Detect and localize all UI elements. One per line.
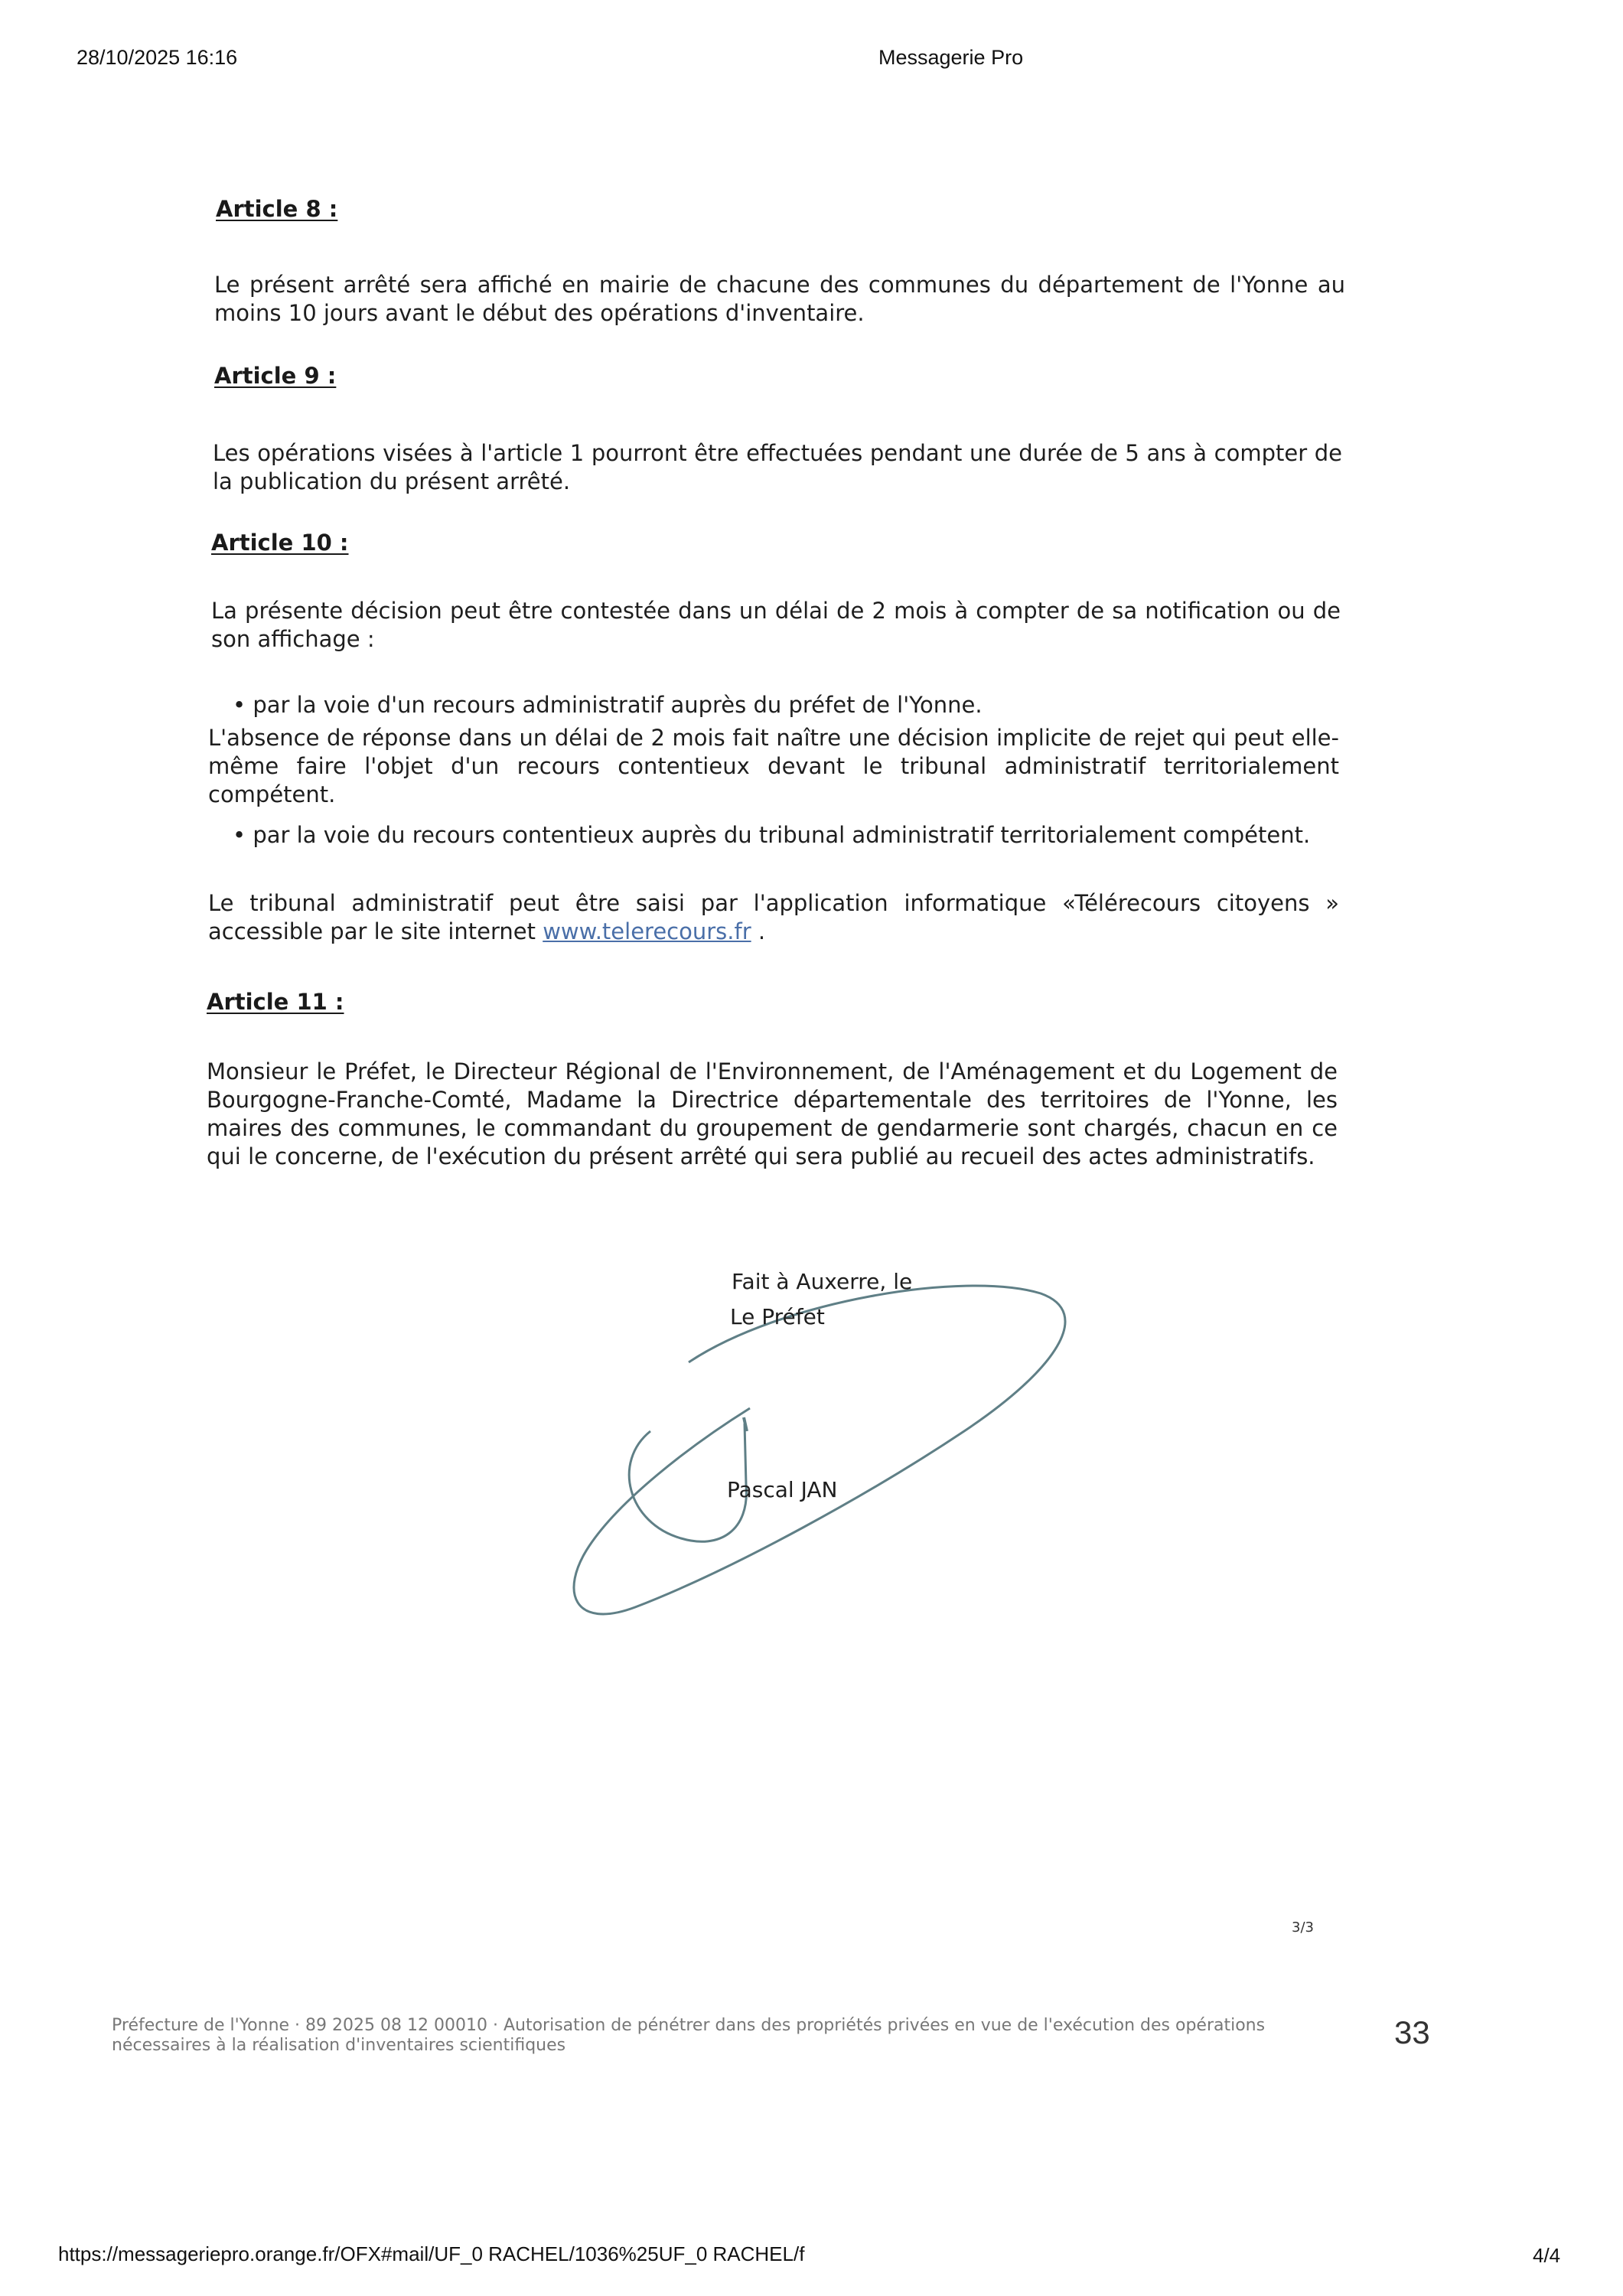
telerecours-link[interactable]: www.telerecours.fr bbox=[543, 918, 751, 944]
article-10-telerecours bbox=[208, 889, 1339, 946]
article-11-heading: Article 11 : bbox=[207, 989, 344, 1015]
signature-place: Fait à Auxerre, le bbox=[732, 1269, 913, 1294]
telerecours-period: . bbox=[751, 918, 766, 944]
print-page-title: Messagerie Pro bbox=[878, 46, 1024, 69]
article-9-text: Les opérations visées à l'article 1 pourront être effectuées pendant une durée de 5 ans à compter de la publication du présent arrêté. bbox=[213, 440, 1342, 494]
article-10-bullet-contentious: • par la voie du recours contentieux auprès du tribunal administratif territorialement compétent. bbox=[233, 822, 1311, 848]
article-8-heading: Article 8 : bbox=[216, 196, 338, 222]
article-9-heading: Article 9 : bbox=[214, 363, 337, 389]
article-8-text: Le présent arrêté sera affiché en mairie de chacune des communes du département de l'Yonne au moins 10 jours avant le début des opérations d'inventaire. bbox=[214, 272, 1345, 326]
article-10-bullet-administrative: • par la voie d'un recours administratif auprès du préfet de l'Yonne. bbox=[233, 692, 983, 718]
article-10-intro: La présente décision peut être contestée dans un délai de 2 mois à compter de sa notification ou de son affichage : bbox=[211, 598, 1341, 652]
print-url: https://messageriepro.orange.fr/OFX#mail/UF_0 RACHEL/1036%25UF_0 RACHEL/f bbox=[58, 2242, 805, 2265]
article-10-heading: Article 10 : bbox=[211, 530, 349, 556]
telerecours-text: Le tribunal administratif peut être saisi par l'application informatique «Télérecours citoyens » accessible par le site internet bbox=[208, 890, 1339, 944]
footer-reference: Préfecture de l'Yonne · 89 2025 08 12 00010 · Autorisation de pénétrer dans des propriétés privées en vue de l'exécution des opérations nécessaires à la réalisation d'inventaires scientifiques bbox=[112, 2016, 1266, 2055]
print-page-count: 4/4 bbox=[1533, 2244, 1561, 2267]
print-datetime: 28/10/2025 16:16 bbox=[77, 46, 238, 69]
signatory-name: Pascal JAN bbox=[727, 1477, 838, 1502]
page-marker: 3/3 bbox=[1292, 1919, 1314, 1936]
footer-page-number: 33 bbox=[1394, 2014, 1430, 2050]
article-10-implicit-rejection: L'absence de réponse dans un délai de 2 mois fait naître une décision implicite de rejet qui peut elle-même faire l'objet d'un recours contentieux devant le tribunal administratif territorialement compétent. bbox=[208, 725, 1339, 807]
signature-loop-stroke bbox=[574, 1286, 1065, 1614]
signature-role: Le Préfet bbox=[730, 1304, 825, 1329]
article-11-text: Monsieur le Préfet, le Directeur Régional de l'Environnement, de l'Aménagement et du Logement de Bourgogne-Franche-Comté, Madame la Directrice départementale des territoires de l'Yonne, les maires des communes, le commandant du groupement de gendarmerie sont chargés, chacun en ce qui le concerne, de l'exécution du présent arrêté qui sera publié au recueil des actes administratifs. bbox=[207, 1058, 1338, 1169]
